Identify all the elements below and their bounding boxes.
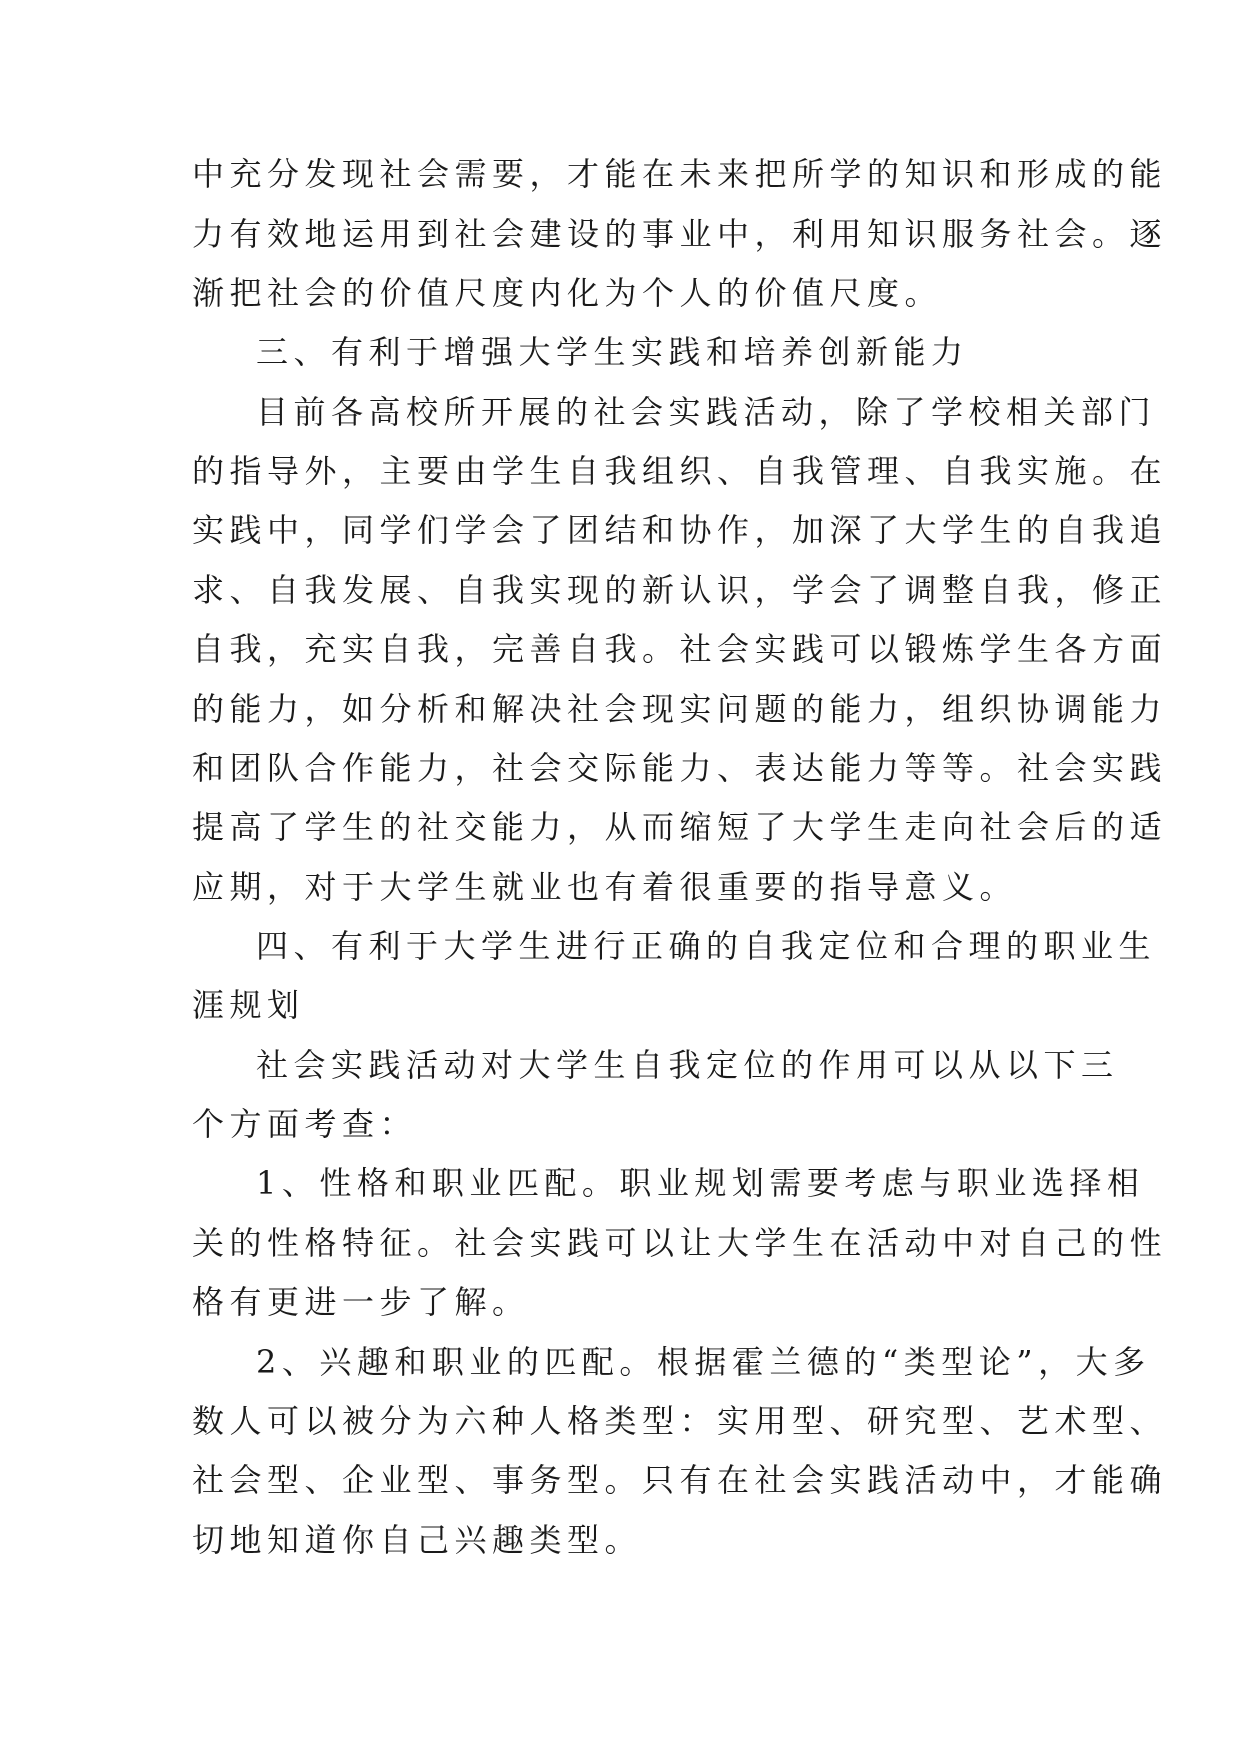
section-heading: 四、有利于大学生进行正确的自我定位和合理的职业生 xyxy=(256,927,1157,965)
text-line: 目前各高校所开展的社会实践活动，除了学校相关部门 xyxy=(256,393,1157,431)
text-line: 切地知道你自己兴趣类型。 xyxy=(192,1521,643,1559)
text-line: 社会型、企业型、事务型。只有在社会实践活动中，才能确 xyxy=(192,1461,1168,1499)
text-line: 求、自我发展、自我实现的新认识，学会了调整自我，修正 xyxy=(192,571,1168,609)
text-line: 中充分发现社会需要，才能在未来把所学的知识和形成的能 xyxy=(192,155,1168,193)
text-line: 应期，对于大学生就业也有着很重要的指导意义。 xyxy=(192,868,1018,906)
text-line: 格有更进一步了解。 xyxy=(192,1283,530,1321)
section-heading-continued: 涯规划 xyxy=(192,986,305,1024)
text-line: 数人可以被分为六种人格类型：实用型、研究型、艺术型、 xyxy=(192,1402,1168,1440)
text-line: 渐把社会的价值尺度内化为个人的价值尺度。 xyxy=(192,274,943,312)
text-line: 实践中，同学们学会了团结和协作，加深了大学生的自我追 xyxy=(192,511,1168,549)
text-line: 提高了学生的社交能力，从而缩短了大学生走向社会后的适 xyxy=(192,808,1168,846)
text-line: 社会实践活动对大学生自我定位的作用可以从以下三 xyxy=(256,1046,1119,1084)
text-line: 自我，充实自我，完善自我。社会实践可以锻炼学生各方面 xyxy=(192,630,1168,668)
text-line: 的能力，如分析和解决社会现实问题的能力，组织协调能力 xyxy=(192,690,1168,728)
text-line: 2、兴趣和职业的匹配。根据霍兰德的“类型论”，大多 xyxy=(256,1343,1151,1381)
text-line: 的指导外，主要由学生自我组织、自我管理、自我实施。在 xyxy=(192,452,1168,490)
text-line: 力有效地运用到社会建设的事业中，利用知识服务社会。逐 xyxy=(192,215,1168,253)
text-line: 关的性格特征。社会实践可以让大学生在活动中对自己的性 xyxy=(192,1224,1168,1262)
text-line: 个方面考查： xyxy=(192,1105,418,1143)
section-heading: 三、有利于增强大学生实践和培养创新能力 xyxy=(256,333,969,371)
text-line: 和团队合作能力，社会交际能力、表达能力等等。社会实践 xyxy=(192,749,1168,787)
text-line: 1、性格和职业匹配。职业规划需要考虑与职业选择相 xyxy=(256,1164,1145,1202)
